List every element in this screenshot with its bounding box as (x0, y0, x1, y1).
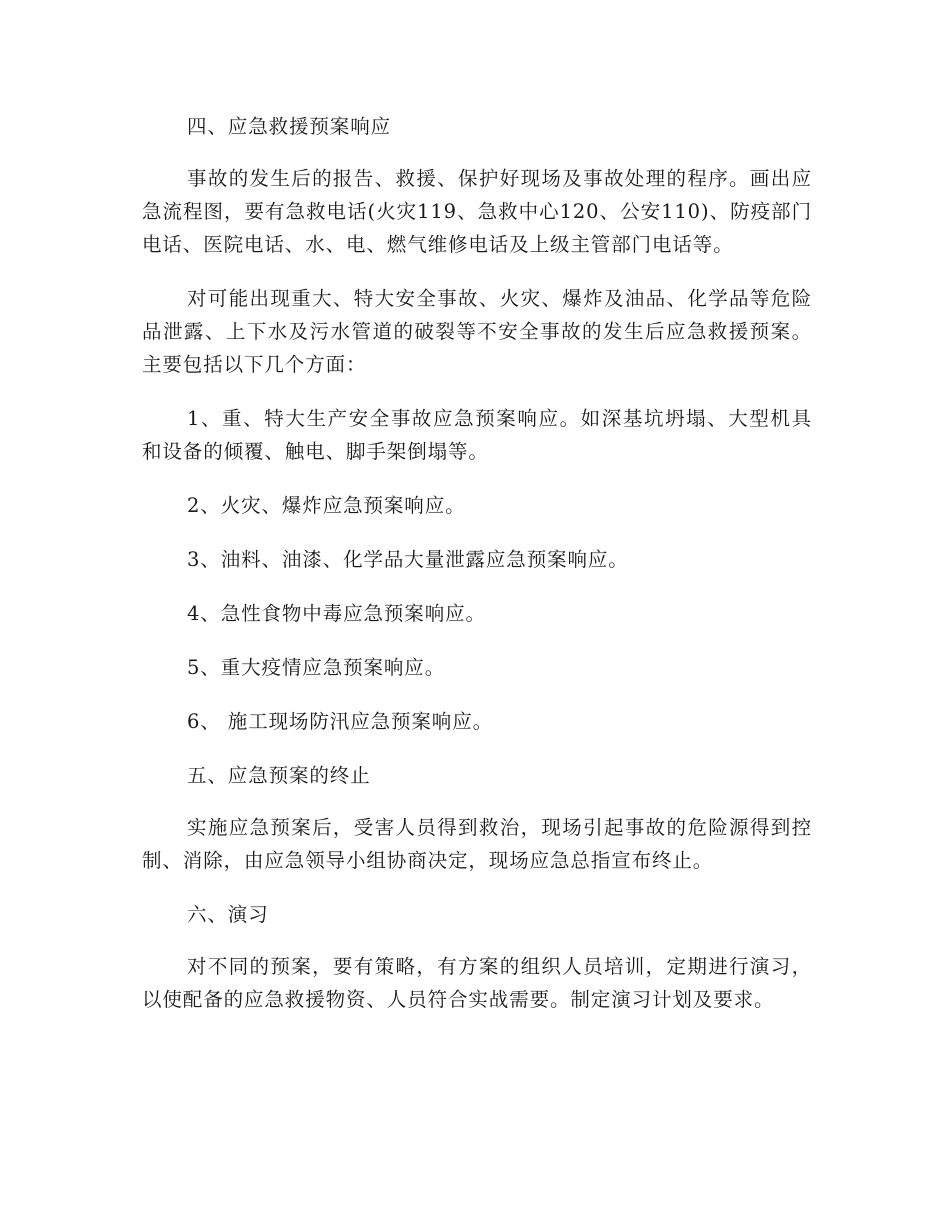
list-item: 6、 施工现场防汛应急预案响应。 (187, 710, 494, 733)
list-item: 3、油料、油漆、化学品大量泄露应急预案响应。 (187, 548, 629, 571)
list-item: 4、急性食物中毒应急预案响应。 (187, 602, 486, 625)
body-paragraph: 对不同的预案，要有策略，有方案的组织人员培训，定期进行演习，以使配备的应急救援物资、人员符合实战需要。制定演习计划及要求。 (142, 955, 812, 1011)
list-item: 5、重大疫情应急预案响应。 (187, 656, 446, 679)
body-paragraph: 实施应急预案后，受害人员得到救治，现场引起事故的危险源得到控制、消除，由应急领导小组协商决定，现场应急总指宣布终止。 (142, 816, 812, 872)
section-heading-4: 四、应急救援预案响应 (187, 115, 392, 138)
document-page (142, 110, 812, 1037)
section-heading-5: 五、应急预案的终止 (187, 764, 371, 787)
body-paragraph: 事故的发生后的报告、救援、保护好现场及事故处理的程序。画出应急流程图，要有急救电话(火灾119、急救中心120、公安110)、防疫部门电话、医院电话、水、电、燃气维修电话及上级主管部门电话等。 (142, 167, 812, 256)
body-paragraph: 对可能出现重大、特大安全事故、火灾、爆炸及油品、化学品等危险品泄露、上下水及污水管道的破裂等不安全事故的发生后应急救援预案。主要包括以下几个方面： (142, 287, 812, 376)
section-heading-6: 六、演习 (187, 903, 269, 926)
list-item: 1、重、特大生产安全事故应急预案响应。如深基坑坍塌、大型机具和设备的倾覆、触电、脚手架倒塌等。 (142, 407, 812, 463)
list-item: 2、火灾、爆炸应急预案响应。 (187, 494, 466, 517)
